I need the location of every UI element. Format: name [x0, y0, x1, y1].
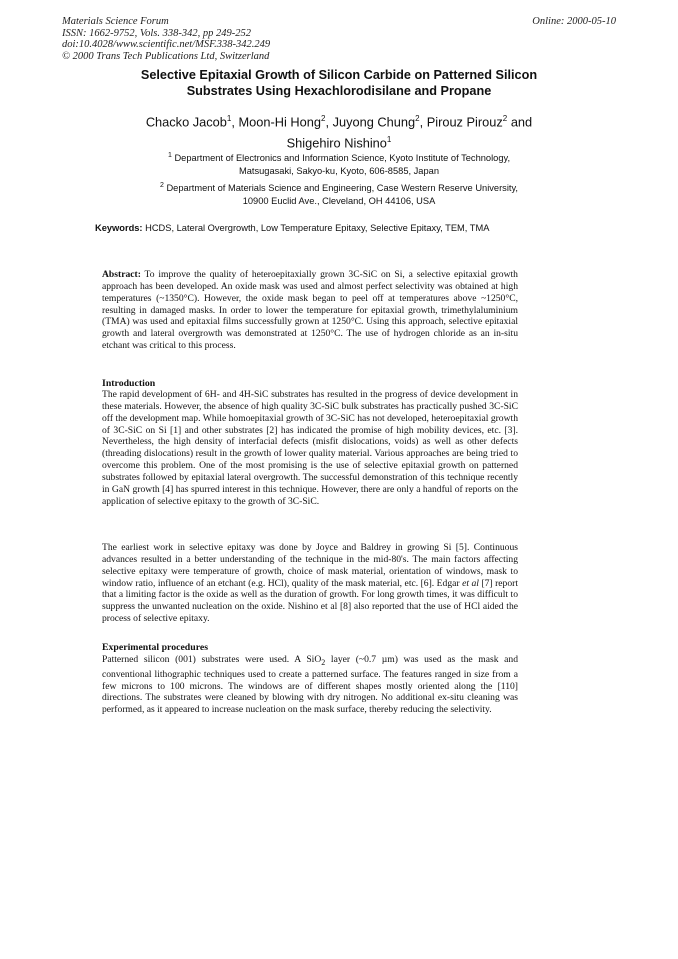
abstract [102, 269, 518, 352]
affiliation-1-sup: 1 [167, 152, 172, 159]
online-date: Online: 2000-05-10 [532, 16, 616, 27]
author-3-sup: 2 [415, 114, 420, 123]
journal-name: Materials Science Forum [62, 16, 169, 27]
abstract-text: To improve the quality of heteroepitaxially grown 3C-SiC on Si, a selective epitaxial growth approach has been developed. An oxide mask was used and almost perfect selectivity was obtained at high temperatures (~1350°C). However, the oxide mask began to peel off at temperatures above ~1250°C, resulting in damaged masks. In order to lower the temperature for epitaxial growth, trimethylaluminium (TMA) was used and epitaxial films successfully grown at 1250°C. Using this approach, selective epitaxial growth and lateral overgrowth was demonstrated at 1250°C. The use of hydrogen chloride as an in-situ etchant was critical to this process. [102, 269, 518, 352]
author-1-sup: 1 [226, 114, 232, 123]
experimental-paragraph-1-a: Patterned silicon (001) substrates were used. A SiO [102, 654, 322, 665]
affiliation-1-line-2: Matsugasaki, Sakyo-ku, Kyoto, 606-8585, Japan [238, 165, 439, 176]
keywords-text: HCDS, Lateral Overgrowth, Low Temperature Epitaxy, Selective Epitaxy, TEM, TMA [145, 223, 490, 233]
et-al-italic: et al [462, 577, 479, 589]
affiliation-1 [60, 150, 618, 177]
author-5: Shigehiro Nishino [286, 135, 387, 151]
copyright-line: © 2000 Trans Tech Publications Ltd, Switzerland [62, 50, 270, 62]
author-and: and [510, 114, 533, 130]
experimental-paragraph-1 [102, 654, 518, 716]
introduction-paragraph-2-b: [7] report that a limiting factor is the oxide as well as the duration of growth. For long growth times, it was difficult to suppress the unwanted nucleation on the oxide. Nishino et al [8] also reported that the use of HCl aided the process of selective epitaxy. [102, 577, 519, 625]
paper-title [60, 67, 618, 99]
author-4-sup: 2 [502, 114, 508, 123]
author-1: Chacko Jacob [145, 114, 227, 130]
experimental-paragraph-1-b: layer (~0.7 µm) was used as the mask and conventional lithographic techniques used to create a patterned surface. The features ranged in size from a few microns to 100 microns. The windows are of different shapes mostly oriented along the [110] directions. The substrates were cleaned by blowing with dry nitrogen. No additional ex-situ cleaning was performed, as it appeared to increase nucleation on the mask surface, thereby reducing the selectivity. [102, 654, 519, 716]
introduction-paragraph-2 [102, 542, 518, 625]
author-2-sup: 2 [321, 114, 326, 123]
author-3: Juyong Chung [332, 114, 416, 130]
sio2-subscript: 2 [321, 657, 326, 667]
keywords [95, 222, 618, 234]
author-5-sup: 1 [386, 135, 392, 145]
keywords-label: Keywords: [95, 223, 143, 233]
title-line-2: Substrates Using Hexachlorodisilane and Propane [186, 84, 492, 98]
abstract-label: Abstract: [102, 269, 141, 280]
introduction-paragraph-2-a: The earliest work in selective epitaxy was done by Joyce and Baldrey in growing Si [5]. Continuous advances resulted in a better understanding of the technique in the mid-80's. The main factors affecting selective epitaxy were temperature of growth, choice of mask material, orientation of windows, mask to window ratio, influence of an etchant (e.g. HCl), quality of the mask material, etc. [6]. Edgar [102, 542, 518, 589]
introduction-heading: Introduction [102, 378, 156, 389]
title-line-1: Selective Epitaxial Growth of Silicon Carbide on Patterned Silicon [140, 68, 538, 82]
introduction-paragraph-1: The rapid development of 6H- and 4H-SiC substrates has resulted in the progress of device development in these materials. However, the absence of high quality 3C-SiC bulk substrates has practically pushed 3C-SiC off the development map. While homoepitaxial growth of 3C-SiC has not developed, heteroepitaxial growth of 3C-SiC on Si [1] and other substrates [2] has indicated the promise of high mobility devices, etc. [3]. Nevertheless, the high density of interfacial defects (misfit dislocations, voids) as well as other defects (threading dislocations) result in the growth of lower quality material. Various approaches are being tried to overcome this problem. One of the most promising is the use of selective epitaxial growth on patterned substrates followed by epitaxial lateral overgrowth. The successful demonstration of this technique recently in GaN growth [4] has spurred interest in this technique. However, there are only a handful of reports on the application of selective epitaxy to the growth of 3C-SiC. [102, 389, 518, 507]
affiliation-1-line-1: Department of Electronics and Information Science, Kyoto Institute of Technology, [174, 153, 511, 164]
author-list: Chacko Jacob$^1$, Moon-Hi Hong$^2$, Juyong Chung$^2$, Pirouz Pirouz$^2$ and Shigehiro Nishino$^1$ [145, 114, 533, 151]
author-4: Pirouz Pirouz [426, 114, 503, 130]
issn-line: ISSN: 1662-9752, Vols. 338-342, pp 249-252 [62, 27, 251, 39]
experimental-heading: Experimental procedures [102, 642, 209, 653]
affiliation-2-line-1: Department of Materials Science and Engineering, Case Western Reserve University, [166, 183, 519, 194]
doi-link[interactable]: doi:10.4028/www.scientific.net/MSF.338-342.249 [62, 39, 271, 50]
journal-header [62, 16, 270, 62]
affiliation-2-line-2: 10900 Euclid Ave., Cleveland, OH 44106, USA [242, 195, 436, 206]
affiliation-2-sup: 2 [159, 182, 164, 189]
author-2: Moon-Hi Hong [238, 114, 321, 130]
affiliation-2 [60, 180, 618, 207]
